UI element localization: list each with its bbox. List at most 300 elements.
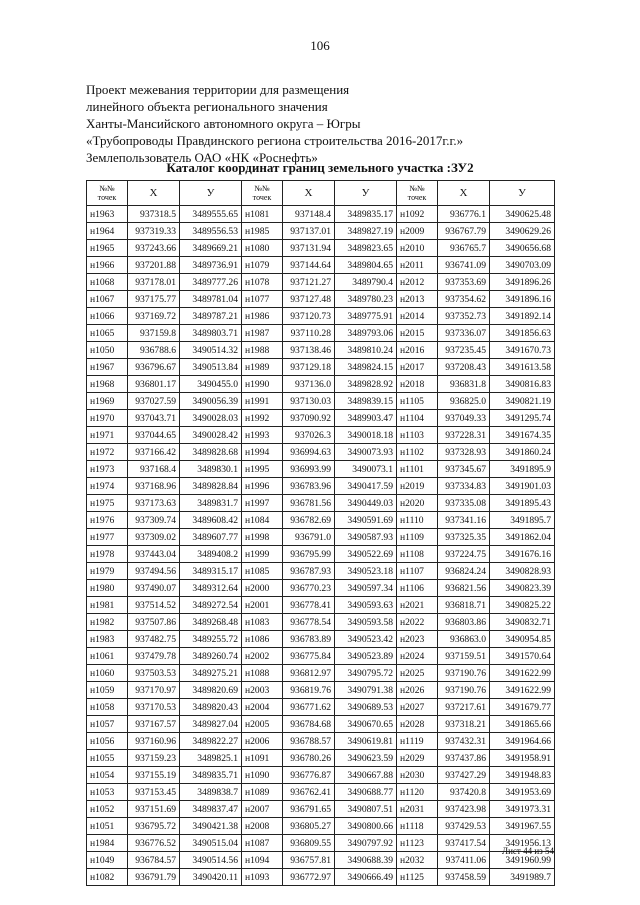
point-id-cell: н1083 — [242, 614, 283, 631]
x-coordinate-cell: 936783.89 — [283, 631, 335, 648]
x-coordinate-cell: 937411.06 — [438, 852, 490, 869]
point-id-cell: н1088 — [242, 665, 283, 682]
x-coordinate-cell: 936994.63 — [283, 444, 335, 461]
point-id-cell: н1057 — [87, 716, 128, 733]
table-row — [87, 665, 555, 682]
y-coordinate-cell: 3490623.59 — [335, 750, 397, 767]
x-coordinate-cell: 937159.51 — [438, 648, 490, 665]
y-coordinate-cell: 3490791.38 — [335, 682, 397, 699]
x-coordinate-cell: 937170.53 — [128, 699, 180, 716]
y-coordinate-cell: 3490597.34 — [335, 580, 397, 597]
y-coordinate-cell: 3489793.06 — [335, 325, 397, 342]
x-coordinate-cell: 937168.96 — [128, 478, 180, 495]
point-id-cell: н1971 — [87, 427, 128, 444]
y-coordinate-cell: 3489820.43 — [180, 699, 242, 716]
header-line: Ханты-Мансийского автономного округа – Югры — [86, 116, 361, 131]
y-coordinate-cell: 3490073.1 — [335, 461, 397, 478]
page-number: 106 — [310, 38, 330, 53]
point-id-cell: н1065 — [87, 325, 128, 342]
y-coordinate-cell: 3491896.26 — [490, 274, 555, 291]
point-id-cell: н1995 — [242, 461, 283, 478]
x-coordinate-cell: 936805.27 — [283, 818, 335, 835]
y-coordinate-cell: 3490689.53 — [335, 699, 397, 716]
point-column-header: №№ точек — [397, 181, 438, 206]
point-id-cell: н2010 — [397, 240, 438, 257]
point-id-cell: н1991 — [242, 393, 283, 410]
x-coordinate-cell: 936787.93 — [283, 563, 335, 580]
table-row — [87, 784, 555, 801]
point-column-header: №№ точек — [242, 181, 283, 206]
y-coordinate-cell: 3491960.99 — [490, 852, 555, 869]
x-coordinate-cell: 936767.79 — [438, 223, 490, 240]
point-id-cell: н1975 — [87, 495, 128, 512]
y-coordinate-cell: 3490587.93 — [335, 529, 397, 546]
x-coordinate-cell: 937318.21 — [438, 716, 490, 733]
point-id-cell: н1086 — [242, 631, 283, 648]
point-id-cell: н1052 — [87, 801, 128, 818]
x-coordinate-cell: 937336.07 — [438, 325, 490, 342]
table-row — [87, 291, 555, 308]
point-id-cell: н1087 — [242, 835, 283, 852]
point-id-cell: н2020 — [397, 495, 438, 512]
y-coordinate-cell: 3490028.03 — [180, 410, 242, 427]
y-coordinate-cell: 3491570.64 — [490, 648, 555, 665]
point-id-cell: н2005 — [242, 716, 283, 733]
point-id-cell: н1986 — [242, 308, 283, 325]
point-id-cell: н2002 — [242, 648, 283, 665]
x-coordinate-cell: 936863.0 — [438, 631, 490, 648]
table-row — [87, 750, 555, 767]
header-line: Проект межевания территории для размещения — [86, 82, 350, 97]
point-id-cell: н1973 — [87, 461, 128, 478]
x-coordinate-cell: 937159.23 — [128, 750, 180, 767]
y-coordinate-cell: 3489804.65 — [335, 257, 397, 274]
y-coordinate-cell: 3491895.43 — [490, 495, 555, 512]
y-coordinate-cell: 3491956.13 — [490, 835, 555, 852]
x-coordinate-cell: 937190.76 — [438, 682, 490, 699]
y-coordinate-cell: 3490593.58 — [335, 614, 397, 631]
y-coordinate-cell: 3490629.26 — [490, 223, 555, 240]
x-coordinate-cell: 937049.33 — [438, 410, 490, 427]
y-coordinate-cell: 3489607.77 — [180, 529, 242, 546]
point-id-cell: н1983 — [87, 631, 128, 648]
x-coordinate-cell: 937026.3 — [283, 427, 335, 444]
sheet-footer: Лист 44 из 54 — [502, 846, 554, 856]
table-row — [87, 818, 555, 835]
point-id-cell: н1968 — [87, 376, 128, 393]
point-id-cell: н1963 — [87, 206, 128, 223]
x-coordinate-cell: 937130.03 — [283, 393, 335, 410]
table-row — [87, 869, 555, 886]
x-coordinate-cell: 937432.31 — [438, 733, 490, 750]
x-coordinate-cell: 937159.8 — [128, 325, 180, 342]
x-coordinate-cell: 936825.0 — [438, 393, 490, 410]
y-coordinate-cell: 3489275.21 — [180, 665, 242, 682]
y-coordinate-cell: 3489835.71 — [180, 767, 242, 784]
table-row — [87, 699, 555, 716]
y-coordinate-cell: 3490018.18 — [335, 427, 397, 444]
x-coordinate-cell: 937201.88 — [128, 257, 180, 274]
y-coordinate-cell: 3490795.72 — [335, 665, 397, 682]
point-id-cell: н1056 — [87, 733, 128, 750]
y-coordinate-cell: 3490688.39 — [335, 852, 397, 869]
point-id-cell: н1106 — [397, 580, 438, 597]
y-coordinate-cell: 3490523.42 — [335, 631, 397, 648]
y-coordinate-cell: 3489903.47 — [335, 410, 397, 427]
point-id-cell: н1120 — [397, 784, 438, 801]
point-id-cell: н1061 — [87, 648, 128, 665]
y-coordinate-cell: 3490821.19 — [490, 393, 555, 410]
y-coordinate-cell: 3490523.89 — [335, 648, 397, 665]
x-coordinate-cell: 937514.52 — [128, 597, 180, 614]
table-row — [87, 223, 555, 240]
x-coordinate-cell: 937120.73 — [283, 308, 335, 325]
y-coordinate-cell: 3489315.17 — [180, 563, 242, 580]
x-coordinate-cell: 937169.72 — [128, 308, 180, 325]
table-row — [87, 801, 555, 818]
x-coordinate-cell: 936821.56 — [438, 580, 490, 597]
point-id-cell: н1049 — [87, 852, 128, 869]
point-id-cell: н1094 — [242, 852, 283, 869]
y-coordinate-cell: 3491622.99 — [490, 682, 555, 699]
x-coordinate-cell: 937153.45 — [128, 784, 180, 801]
point-id-cell: н2012 — [397, 274, 438, 291]
table-header-row — [87, 181, 555, 206]
y-coordinate-cell: 3491295.74 — [490, 410, 555, 427]
point-id-cell: н1997 — [242, 495, 283, 512]
x-coordinate-cell: 937318.5 — [128, 206, 180, 223]
y-coordinate-cell: 3491862.04 — [490, 529, 555, 546]
y-coordinate-cell: 3490954.85 — [490, 631, 555, 648]
y-column-header: У — [180, 181, 242, 206]
x-coordinate-cell: 937341.16 — [438, 512, 490, 529]
y-coordinate-cell: 3490522.69 — [335, 546, 397, 563]
point-id-cell: н1060 — [87, 665, 128, 682]
y-coordinate-cell: 3491964.66 — [490, 733, 555, 750]
x-coordinate-cell: 937443.04 — [128, 546, 180, 563]
point-id-cell: н1055 — [87, 750, 128, 767]
x-column-header: X — [128, 181, 180, 206]
y-coordinate-cell: 3489669.21 — [180, 240, 242, 257]
table-row — [87, 308, 555, 325]
point-id-cell: н1109 — [397, 529, 438, 546]
y-coordinate-cell: 3489260.74 — [180, 648, 242, 665]
y-coordinate-cell: 3489803.71 — [180, 325, 242, 342]
x-coordinate-cell: 937168.4 — [128, 461, 180, 478]
x-coordinate-cell: 937129.18 — [283, 359, 335, 376]
table-row — [87, 597, 555, 614]
table-row — [87, 580, 555, 597]
y-coordinate-cell: 3490832.71 — [490, 614, 555, 631]
y-coordinate-cell: 3491679.77 — [490, 699, 555, 716]
point-id-cell: н1976 — [87, 512, 128, 529]
point-id-cell: н1107 — [397, 563, 438, 580]
x-coordinate-cell: 937090.92 — [283, 410, 335, 427]
y-coordinate-cell: 3490666.49 — [335, 869, 397, 886]
point-id-cell: н1090 — [242, 767, 283, 784]
point-id-cell: н1081 — [242, 206, 283, 223]
y-coordinate-cell: 3489835.17 — [335, 206, 397, 223]
x-coordinate-cell: 937482.75 — [128, 631, 180, 648]
table-row — [87, 767, 555, 784]
point-id-cell: н2008 — [242, 818, 283, 835]
x-coordinate-cell: 936780.26 — [283, 750, 335, 767]
point-id-cell: н2000 — [242, 580, 283, 597]
y-coordinate-cell: 3491958.91 — [490, 750, 555, 767]
point-id-cell: н2030 — [397, 767, 438, 784]
y-coordinate-cell: 3489255.72 — [180, 631, 242, 648]
x-coordinate-cell: 936776.87 — [283, 767, 335, 784]
x-coordinate-cell: 937136.0 — [283, 376, 335, 393]
x-coordinate-cell: 937224.75 — [438, 546, 490, 563]
y-coordinate-cell: 3491967.55 — [490, 818, 555, 835]
point-id-cell: н1118 — [397, 818, 438, 835]
x-coordinate-cell: 936803.86 — [438, 614, 490, 631]
x-coordinate-cell: 936757.81 — [283, 852, 335, 869]
table-row — [87, 648, 555, 665]
x-coordinate-cell: 937148.4 — [283, 206, 335, 223]
y-column-header: У — [490, 181, 555, 206]
y-coordinate-cell: 3491953.69 — [490, 784, 555, 801]
point-id-cell: н2028 — [397, 716, 438, 733]
x-coordinate-cell: 937309.74 — [128, 512, 180, 529]
y-coordinate-cell: 3490073.93 — [335, 444, 397, 461]
y-coordinate-cell: 3490688.77 — [335, 784, 397, 801]
table-row — [87, 495, 555, 512]
point-id-cell: н1102 — [397, 444, 438, 461]
point-id-cell: н1085 — [242, 563, 283, 580]
table-row — [87, 546, 555, 563]
y-coordinate-cell: 3491856.63 — [490, 325, 555, 342]
x-column-header: X — [283, 181, 335, 206]
y-coordinate-cell: 3491989.7 — [490, 869, 555, 886]
y-coordinate-cell: 3489827.04 — [180, 716, 242, 733]
point-id-cell: н1108 — [397, 546, 438, 563]
x-coordinate-cell: 937458.59 — [438, 869, 490, 886]
x-coordinate-cell: 937170.97 — [128, 682, 180, 699]
point-id-cell: н1964 — [87, 223, 128, 240]
coordinates-table — [86, 180, 555, 886]
y-coordinate-cell: 3490823.39 — [490, 580, 555, 597]
point-id-cell: н1079 — [242, 257, 283, 274]
table-row — [87, 852, 555, 869]
x-coordinate-cell: 937328.93 — [438, 444, 490, 461]
x-coordinate-cell: 936778.41 — [283, 597, 335, 614]
y-coordinate-cell: 3490816.83 — [490, 376, 555, 393]
x-coordinate-cell: 937155.19 — [128, 767, 180, 784]
y-coordinate-cell: 3490513.84 — [180, 359, 242, 376]
point-id-cell: н1966 — [87, 257, 128, 274]
table-row — [87, 835, 555, 852]
point-id-cell: н1978 — [87, 546, 128, 563]
point-id-cell: н2004 — [242, 699, 283, 716]
point-id-cell: н1999 — [242, 546, 283, 563]
point-id-cell: н1125 — [397, 869, 438, 886]
point-id-cell: н1050 — [87, 342, 128, 359]
point-id-cell: н1993 — [242, 427, 283, 444]
y-column-header: У — [335, 181, 397, 206]
point-id-cell: н1988 — [242, 342, 283, 359]
point-id-cell: н1979 — [87, 563, 128, 580]
y-coordinate-cell: 3490420.11 — [180, 869, 242, 886]
y-coordinate-cell: 3490828.93 — [490, 563, 555, 580]
y-coordinate-cell: 3489828.92 — [335, 376, 397, 393]
y-coordinate-cell: 3491896.16 — [490, 291, 555, 308]
y-coordinate-cell: 3490515.04 — [180, 835, 242, 852]
x-coordinate-cell: 937243.66 — [128, 240, 180, 257]
table-title: Каталог координат границ земельного участка :ЗУ2 — [166, 160, 474, 175]
point-id-cell: н2015 — [397, 325, 438, 342]
x-coordinate-cell: 937507.86 — [128, 614, 180, 631]
y-coordinate-cell: 3491895.7 — [490, 512, 555, 529]
x-coordinate-cell: 936831.8 — [438, 376, 490, 393]
x-coordinate-cell: 937503.53 — [128, 665, 180, 682]
x-coordinate-cell: 937437.86 — [438, 750, 490, 767]
point-id-cell: н1077 — [242, 291, 283, 308]
x-coordinate-cell: 937121.27 — [283, 274, 335, 291]
point-id-cell: н2011 — [397, 257, 438, 274]
y-coordinate-cell: 3489825.1 — [180, 750, 242, 767]
y-coordinate-cell: 3491676.16 — [490, 546, 555, 563]
point-id-cell: н1068 — [87, 274, 128, 291]
y-coordinate-cell: 3490591.69 — [335, 512, 397, 529]
y-coordinate-cell: 3490670.65 — [335, 716, 397, 733]
point-id-cell: н2025 — [397, 665, 438, 682]
x-coordinate-cell: 936762.41 — [283, 784, 335, 801]
x-coordinate-cell: 937427.29 — [438, 767, 490, 784]
y-coordinate-cell: 3489828.84 — [180, 478, 242, 495]
point-id-cell: н1972 — [87, 444, 128, 461]
y-coordinate-cell: 3489838.7 — [180, 784, 242, 801]
y-coordinate-cell: 3489823.65 — [335, 240, 397, 257]
y-coordinate-cell: 3491901.03 — [490, 478, 555, 495]
x-coordinate-cell: 937494.56 — [128, 563, 180, 580]
x-coordinate-cell: 937151.69 — [128, 801, 180, 818]
table-row — [87, 325, 555, 342]
header-line: Землепользователь ОАО «НК «Роснефть» — [86, 150, 318, 165]
point-id-cell: н1969 — [87, 393, 128, 410]
x-coordinate-cell: 936812.97 — [283, 665, 335, 682]
point-column-header: №№ точек — [87, 181, 128, 206]
point-id-cell: н2021 — [397, 597, 438, 614]
y-coordinate-cell: 3491622.99 — [490, 665, 555, 682]
x-coordinate-cell: 937345.67 — [438, 461, 490, 478]
x-coordinate-cell: 936784.57 — [128, 852, 180, 869]
point-id-cell: н1103 — [397, 427, 438, 444]
x-coordinate-cell: 937144.64 — [283, 257, 335, 274]
point-id-cell: н1089 — [242, 784, 283, 801]
point-id-cell: н1104 — [397, 410, 438, 427]
x-coordinate-cell: 937178.01 — [128, 274, 180, 291]
x-coordinate-cell: 937335.08 — [438, 495, 490, 512]
x-coordinate-cell: 937166.42 — [128, 444, 180, 461]
point-id-cell: н2016 — [397, 342, 438, 359]
y-coordinate-cell: 3489830.1 — [180, 461, 242, 478]
y-coordinate-cell: 3489828.68 — [180, 444, 242, 461]
point-id-cell: н2014 — [397, 308, 438, 325]
x-coordinate-cell: 937423.98 — [438, 801, 490, 818]
x-coordinate-cell: 936809.55 — [283, 835, 335, 852]
x-coordinate-cell: 936791.79 — [128, 869, 180, 886]
point-id-cell: н1080 — [242, 240, 283, 257]
point-id-cell: н2029 — [397, 750, 438, 767]
x-coordinate-cell: 937127.48 — [283, 291, 335, 308]
x-coordinate-cell: 936819.76 — [283, 682, 335, 699]
y-coordinate-cell: 3489736.91 — [180, 257, 242, 274]
x-coordinate-cell: 937190.76 — [438, 665, 490, 682]
x-coordinate-cell: 936771.62 — [283, 699, 335, 716]
table-row — [87, 733, 555, 750]
point-id-cell: н1093 — [242, 869, 283, 886]
point-id-cell: н1992 — [242, 410, 283, 427]
x-coordinate-cell: 937309.02 — [128, 529, 180, 546]
y-coordinate-cell: 3490703.09 — [490, 257, 555, 274]
x-coordinate-cell: 936781.56 — [283, 495, 335, 512]
point-id-cell: н1981 — [87, 597, 128, 614]
table-row — [87, 478, 555, 495]
point-id-cell: н1066 — [87, 308, 128, 325]
y-coordinate-cell: 3489408.2 — [180, 546, 242, 563]
x-coordinate-cell: 936765.7 — [438, 240, 490, 257]
x-coordinate-cell: 937479.78 — [128, 648, 180, 665]
x-coordinate-cell: 936772.97 — [283, 869, 335, 886]
y-coordinate-cell: 3490056.39 — [180, 393, 242, 410]
table-row — [87, 461, 555, 478]
y-coordinate-cell: 3489820.69 — [180, 682, 242, 699]
y-coordinate-cell: 3491948.83 — [490, 767, 555, 784]
point-id-cell: н1985 — [242, 223, 283, 240]
y-coordinate-cell: 3490449.03 — [335, 495, 397, 512]
point-id-cell: н2013 — [397, 291, 438, 308]
point-id-cell: н2018 — [397, 376, 438, 393]
y-coordinate-cell: 3490455.0 — [180, 376, 242, 393]
point-id-cell: н1965 — [87, 240, 128, 257]
point-id-cell: н2003 — [242, 682, 283, 699]
point-id-cell: н2023 — [397, 631, 438, 648]
x-coordinate-cell: 937160.96 — [128, 733, 180, 750]
point-id-cell: н2026 — [397, 682, 438, 699]
table-row — [87, 563, 555, 580]
x-coordinate-cell: 937417.54 — [438, 835, 490, 852]
x-coordinate-cell: 936770.23 — [283, 580, 335, 597]
x-coordinate-cell: 936788.6 — [128, 342, 180, 359]
x-coordinate-cell: 937352.73 — [438, 308, 490, 325]
table-row — [87, 240, 555, 257]
y-coordinate-cell: 3490417.59 — [335, 478, 397, 495]
point-id-cell: н2027 — [397, 699, 438, 716]
x-coordinate-cell: 936795.99 — [283, 546, 335, 563]
y-coordinate-cell: 3490825.22 — [490, 597, 555, 614]
x-coordinate-cell: 937319.33 — [128, 223, 180, 240]
point-id-cell: н1067 — [87, 291, 128, 308]
point-id-cell: н1989 — [242, 359, 283, 376]
y-coordinate-cell: 3489555.65 — [180, 206, 242, 223]
point-id-cell: н1082 — [87, 869, 128, 886]
y-coordinate-cell: 3491865.66 — [490, 716, 555, 733]
y-coordinate-cell: 3489787.21 — [180, 308, 242, 325]
y-coordinate-cell: 3491895.9 — [490, 461, 555, 478]
table-row — [87, 274, 555, 291]
y-coordinate-cell: 3489556.53 — [180, 223, 242, 240]
x-coordinate-cell: 937429.53 — [438, 818, 490, 835]
y-coordinate-cell: 3489781.04 — [180, 291, 242, 308]
y-coordinate-cell: 3490028.42 — [180, 427, 242, 444]
x-coordinate-cell: 937325.35 — [438, 529, 490, 546]
y-coordinate-cell: 3490807.51 — [335, 801, 397, 818]
point-id-cell: н1998 — [242, 529, 283, 546]
x-coordinate-cell: 936796.67 — [128, 359, 180, 376]
point-id-cell: н2031 — [397, 801, 438, 818]
